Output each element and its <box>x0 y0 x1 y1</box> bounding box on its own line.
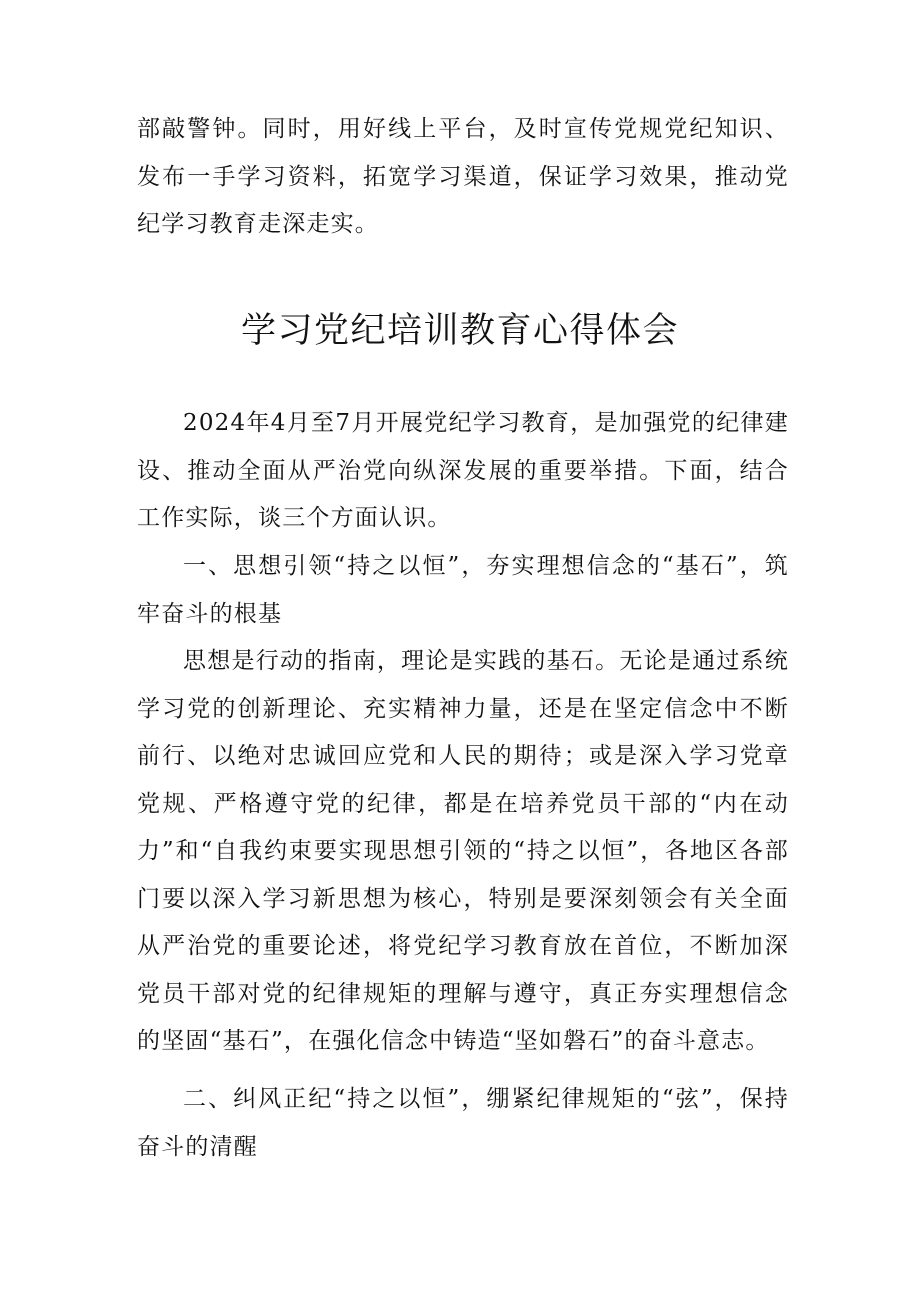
section-1-heading: 一、思想引领“持之以恒”，夯实理想信念的“基石”，筑牢奋斗的根基 <box>137 553 789 627</box>
continuation-paragraph: 部敲警钟。同时，用好线上平台，及时宣传党规党纪知识、发布一手学习资料，拓宽学习渠道，保证学习效果，推动党纪学习教育走深走实。 <box>137 116 789 237</box>
section-2-heading: 二、纠风正纪“持之以恒”，绷紧纪律规矩的“弦”，保持奋斗的清醒 <box>137 1086 789 1160</box>
document-title: 学习党纪培训教育心得体会 <box>240 311 679 351</box>
section-1-body: 思想是行动的指南，理论是实践的基石。无论是通过系统学习党的创新理论、充实精神力量，还是在坚定信念中不断前行、以绝对忠诚回应党和人民的期待；或是深入学习党章党规、严格遵守党的纪律，都是在培养党员干部的“内在动力”和“自我约束要实现思想引领的“持之以恒”，各地区各部门要以深入学习新思想为核心，特别是要深刻领会有关全面从严治党的重要论述，将党纪学习教育放在首位，不断加深党员干部对党的纪律规矩的理解与遵守，真正夯实理想信念的坚固“基石”，在强化信念中铸造“坚如磐石”的奋斗意志。 <box>137 648 789 1054</box>
intro-paragraph: 2024年4月至7月开展党纪学习教育，是加强党的纪律建设、推动全面从严治党向纵深发展的重要举措。下面，结合工作实际，谈三个方面认识。 <box>137 410 789 531</box>
